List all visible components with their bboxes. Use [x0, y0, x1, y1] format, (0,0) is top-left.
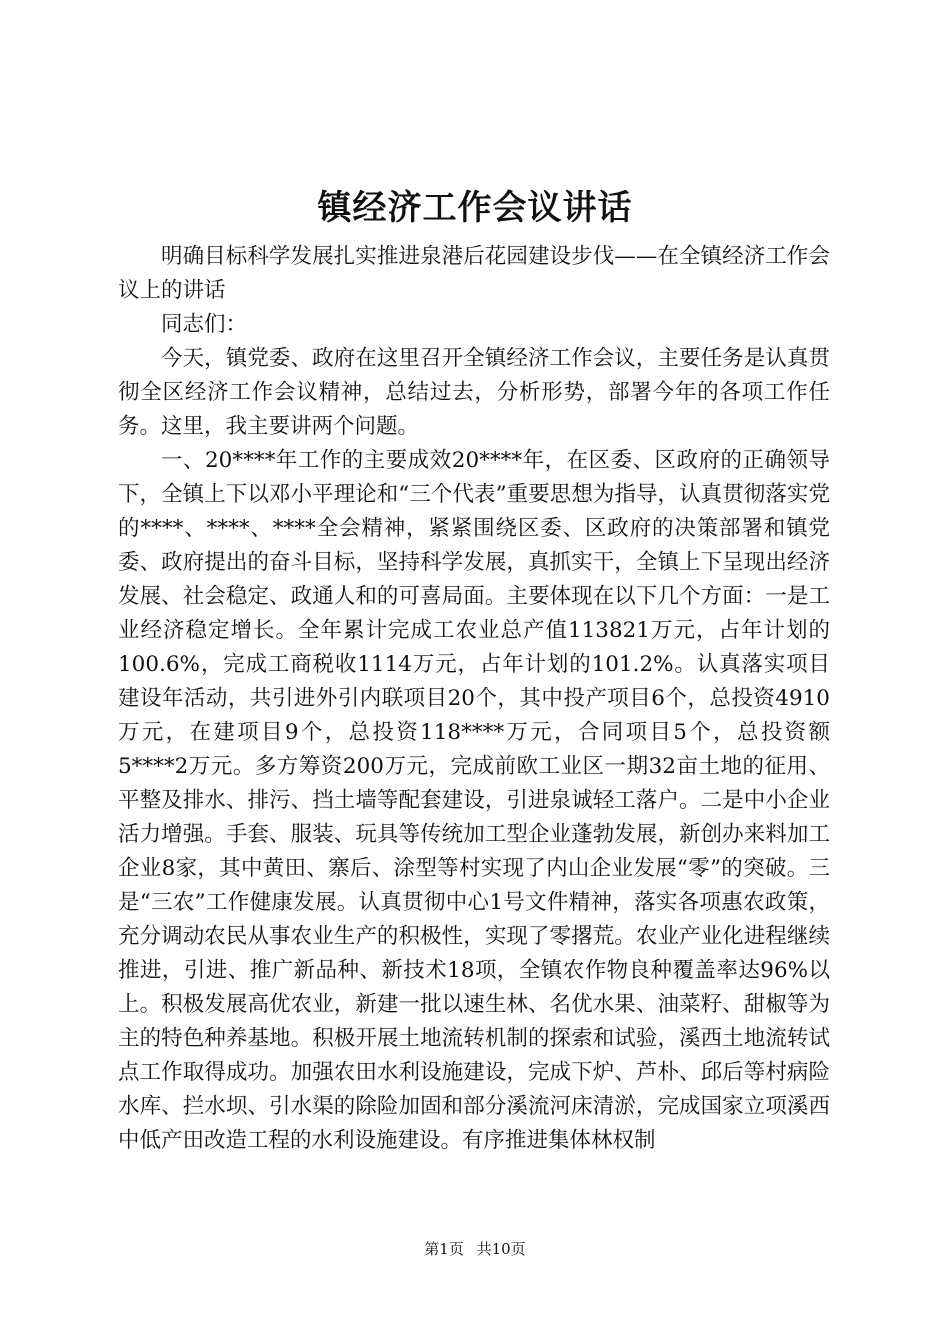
page-total: 共10页: [476, 1240, 526, 1258]
page-number: 第1页: [424, 1240, 464, 1258]
document-title: 镇经济工作会议讲话: [317, 188, 633, 228]
intro-paragraph: 今天，镇党委、政府在这里召开全镇经济工作会议，主要任务是认真贯彻全区经济工作会议精神，总结过去，分析形势，部署今年的各项工作任务。这里，我主要讲两个问题。: [118, 346, 830, 439]
document-body: [118, 240, 830, 1158]
subtitle-paragraph: 明确目标科学发展扎实推进泉港后花园建设步伐——在全镇经济工作会议上的讲话: [118, 244, 830, 303]
achievements-paragraph: 一、20****年工作的主要成效20****年，在区委、区政府的正确领导下，全镇上下以邓小平理论和“三个代表”重要思想为指导，认真贯彻落实党的****、****、****全会精神，紧紧围绕区委、区政府的决策部署和镇党委、政府提出的奋斗目标，坚持科学发展，真抓实干，全镇上下呈现出经济发展、社会稳定、政通人和的可喜局面。主要体现在以下几个方面：一是工业经济稳定增长。全年累计完成工农业总产值113821万元，占年计划的100.6%，完成工商税收1114万元，占年计划的101.2%。认真落实项目建设年活动，共引进外引内联项目20个，其中投产项目6个，总投资4910万元，在建项目9个，总投资118****万元，合同项目5个，总投资额5****2万元。多方筹资200万元，完成前欧工业区一期32亩土地的征用、平整及排水、排污、挡土墙等配套建设，引进泉诚轻工落户。二是中小企业活力增强。手套、服装、玩具等传统加工型企业蓬勃发展，新创办来料加工企业8家，其中黄田、寨后、涂型等村实现了内山企业发展“零”的突破。三是“三农”工作健康发展。认真贯彻中心1号文件精神，落实各项惠农政策，充分调动农民从事农业生产的积极性，实现了零撂荒。农业产业化进程继续推进，引进、推广新品种、新技术18项，全镇农作物良种覆盖率达96%以上。积极发展高优农业，新建一批以速生林、名优水果、油菜籽、甜椒等为主的特色种养基地。积极开展土地流转机制的探索和试验，溪西土地流转试点工作取得成功。加强农田水利设施建设，完成下炉、芦朴、邱后等村病险水库、拦水坝、引水渠的除险加固和部分溪流河床清淤，完成国家立项溪西中低产田改造工程的水利设施建设。有序推进集体林权制: [118, 448, 830, 1153]
page-footer: [0, 1238, 950, 1260]
salutation-paragraph: 同志们：: [161, 312, 248, 337]
